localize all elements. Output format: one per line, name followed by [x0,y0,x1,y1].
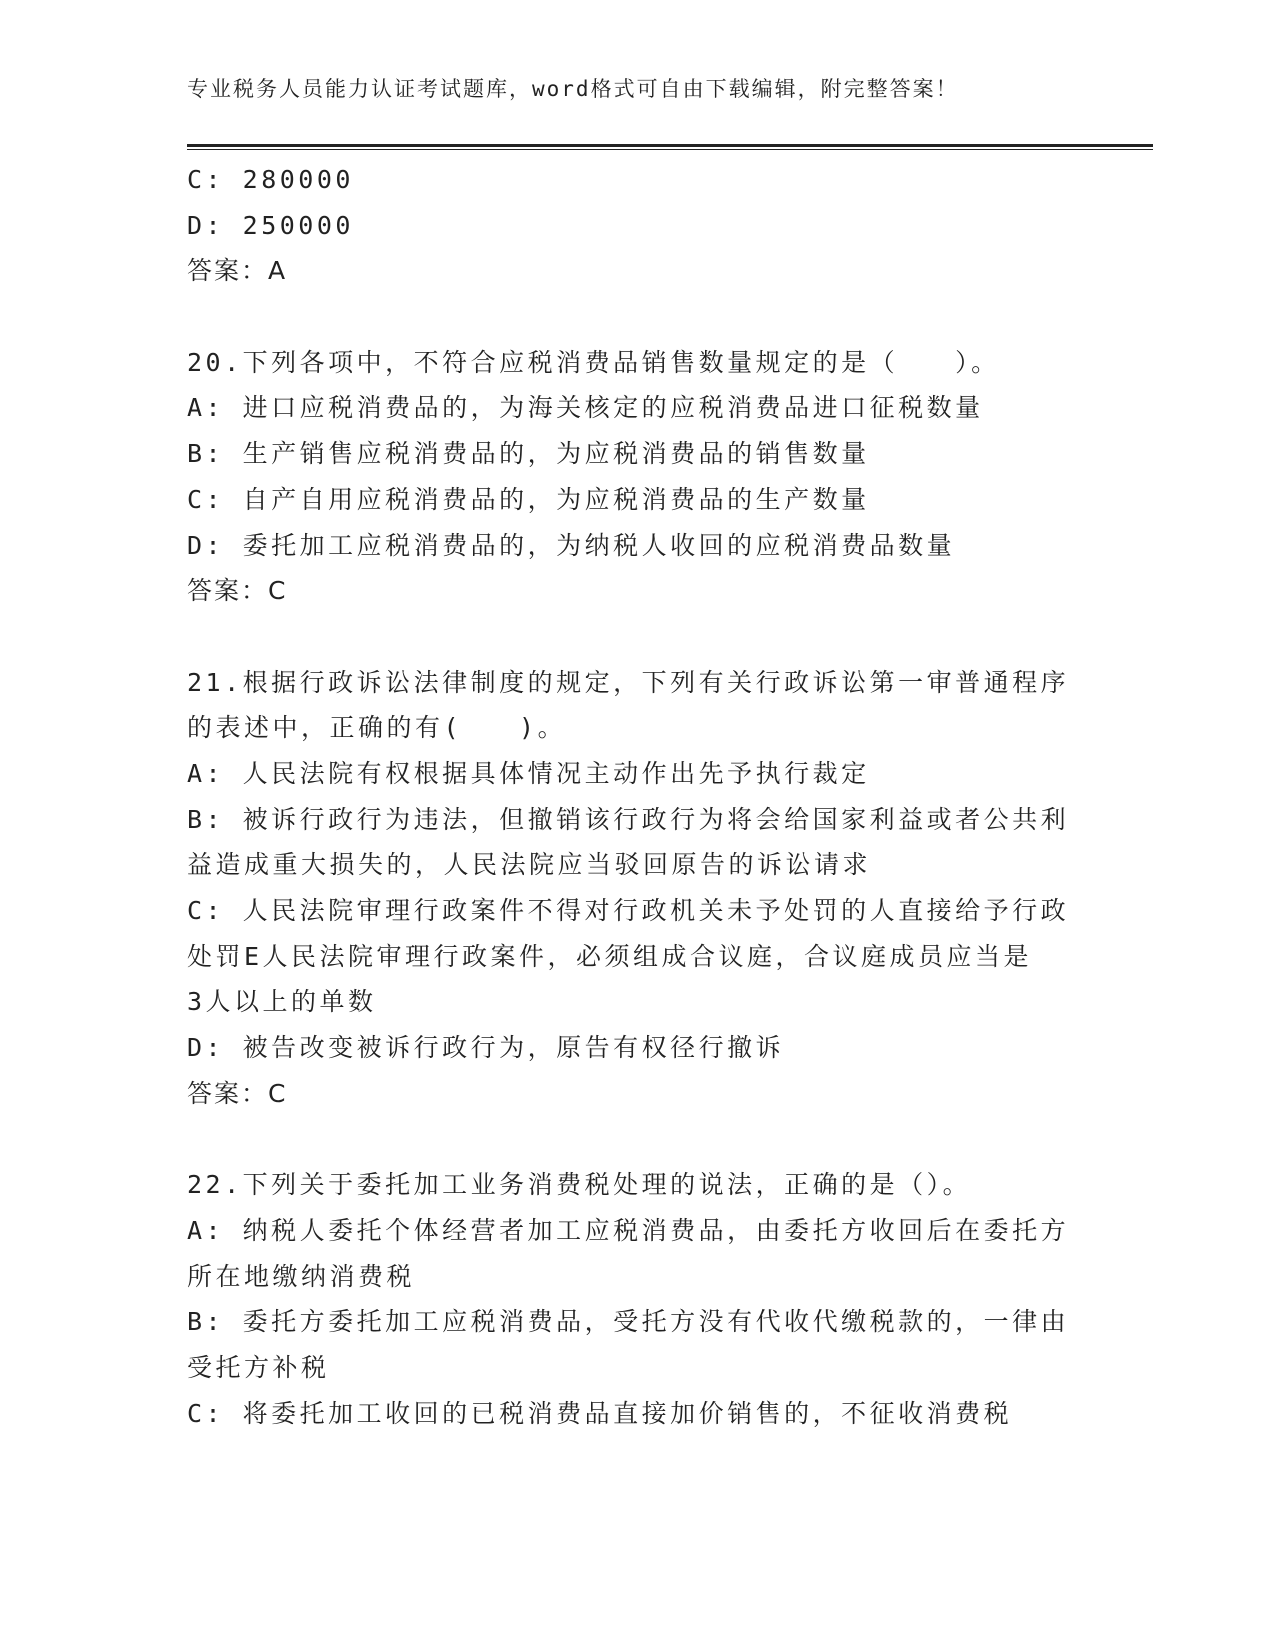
text-line: C: 280000 [187,165,354,194]
text-line: 受托方补税 [187,1352,330,1382]
page-header: 专业税务人员能力认证考试题库，word格式可自由下载编辑，附完整答案！ [187,77,959,101]
text-line: C: 人民法院审理行政案件不得对行政机关未予处罚的人直接给予行政 [187,896,1070,925]
text-line: A: 进口应税消费品的，为海关核定的应税消费品进口征税数量 [187,393,984,423]
document-body [187,157,1087,1436]
text-line: A: 纳税人委托个体经营者加工应税消费品，由委托方收回后在委托方 [187,1215,1070,1245]
text-line: 益造成重大损失的，人民法院应当驳回原告的诉讼请求 [187,850,872,880]
text-line: 22.下列关于委托加工业务消费税处理的说法，正确的是（）。 [187,1170,972,1200]
answer-line: 答案：A [187,256,288,286]
text-line: 20.下列各项中，不符合应税消费品销售数量规定的是（ ）。 [187,347,1000,377]
text-line: B: 生产销售应税消费品的，为应税消费品的销售数量 [187,439,870,469]
answer-line: 答案：C [187,1078,288,1108]
text-line: B: 被诉行政行为违法，但撤销该行政行为将会给国家利益或者公共利 [187,804,1070,834]
answer-line: 答案：C [187,576,288,606]
text-line: 21.根据行政诉讼法律制度的规定，下列有关行政诉讼第一审普通程序 [187,667,1070,697]
text-line: 所在地缴纳消费税 [187,1261,416,1291]
text-line: 处罚E人民法院审理行政案件，必须组成合议庭，合议庭成员应当是 [187,941,1033,971]
text-line: B: 委托方委托加工应税消费品，受托方没有代收代缴税款的，一律由 [187,1307,1070,1337]
text-line: 3人以上的单数 [187,987,377,1017]
text-line: A: 人民法院有权根据具体情况主动作出先予执行裁定 [187,758,870,788]
text-line: D: 被告改变被诉行政行为，原告有权径行撤诉 [187,1033,785,1063]
text-line: D: 委托加工应税消费品的，为纳税人收回的应税消费品数量 [187,530,956,560]
header-divider [187,144,1153,150]
paragraph-gap [187,614,1087,660]
text-line: C: 自产自用应税消费品的，为应税消费品的生产数量 [187,484,870,514]
text-line: C: 将委托加工收回的已税消费品直接加价销售的，不征收消费税 [187,1398,1013,1428]
paragraph-gap [187,294,1087,340]
paragraph-gap [187,1116,1087,1162]
text-line: D: 250000 [187,210,354,240]
text-line: 的表述中，正确的有( )。 [187,713,567,743]
